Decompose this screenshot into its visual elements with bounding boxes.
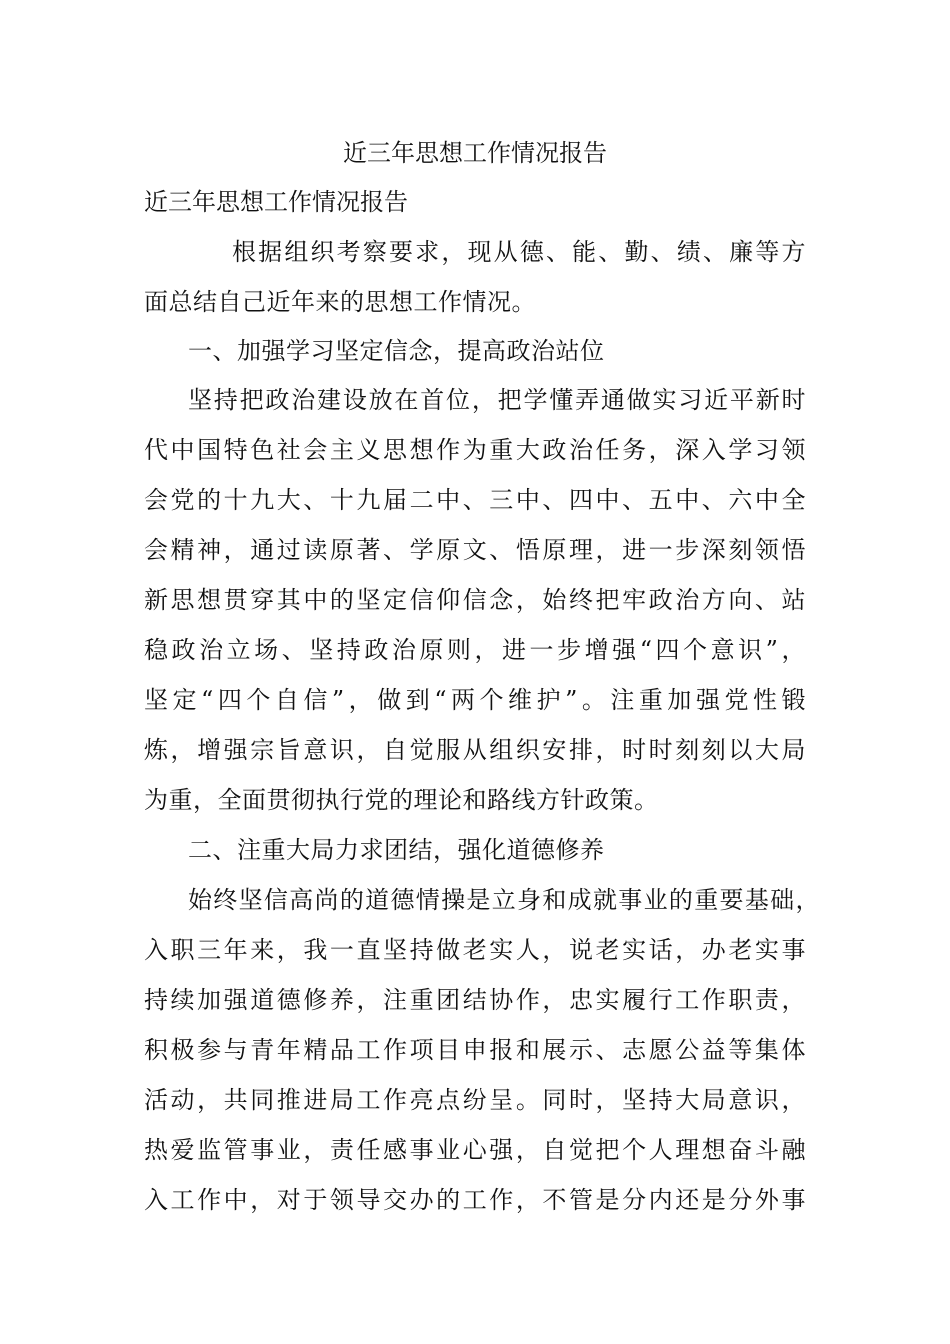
- paragraph-line: 稳政治立场、坚持政治原则，进一步增强“四个意识”，: [144, 636, 806, 664]
- paragraph-line: 会精神，通过读原著、学原文、悟原理，进一步深刻领悟: [144, 536, 806, 564]
- paragraph-line: 入工作中，对于领导交办的工作，不管是分内还是分外事: [144, 1186, 806, 1214]
- paragraph-line: 为重，全面贯彻执行党的理论和路线方针政策。: [144, 786, 659, 814]
- paragraph-line: 入职三年来，我一直坚持做老实人，说老实话，办老实事: [144, 936, 806, 964]
- paragraph-line: 活动，共同推进局工作亮点纷呈。同时，坚持大局意识，: [144, 1086, 806, 1114]
- paragraph-line: 热爱监管事业，责任感事业心强，自觉把个人理想奋斗融: [144, 1136, 806, 1164]
- document-title: 近三年思想工作情况报告: [343, 139, 607, 167]
- paragraph-line: 面总结自己近年来的思想工作情况。: [144, 288, 536, 316]
- paragraph-line: 新思想贯穿其中的坚定信仰信念，始终把牢政治方向、站: [144, 586, 806, 614]
- paragraph-line: 持续加强道德修养，注重团结协作，忠实履行工作职责，: [144, 986, 806, 1014]
- section-heading-2: 二、注重大局力求团结，强化道德修养: [188, 836, 605, 864]
- paragraph-line: 会党的十九大、十九届二中、三中、四中、五中、六中全: [144, 486, 806, 514]
- paragraph-line: 炼，增强宗旨意识，自觉服从组织安排，时时刻刻以大局: [144, 736, 806, 764]
- paragraph-line: 始终坚信高尚的道德情操是立身和成就事业的重要基础，: [188, 886, 820, 914]
- paragraph-line: 根据组织考察要求，现从德、能、勤、绩、廉等方: [232, 238, 806, 266]
- paragraph-line: 积极参与青年精品工作项目申报和展示、志愿公益等集体: [144, 1036, 806, 1064]
- section-heading-1: 一、加强学习坚定信念，提高政治站位: [188, 337, 605, 365]
- paragraph-line: 坚持把政治建设放在首位，把学懂弄通做实习近平新时: [188, 386, 806, 414]
- document-subtitle: 近三年思想工作情况报告: [144, 188, 408, 216]
- paragraph-line: 坚定“四个自信”，做到“两个维护”。注重加强党性锻: [144, 686, 806, 714]
- paragraph-line: 代中国特色社会主义思想作为重大政治任务，深入学习领: [144, 436, 806, 464]
